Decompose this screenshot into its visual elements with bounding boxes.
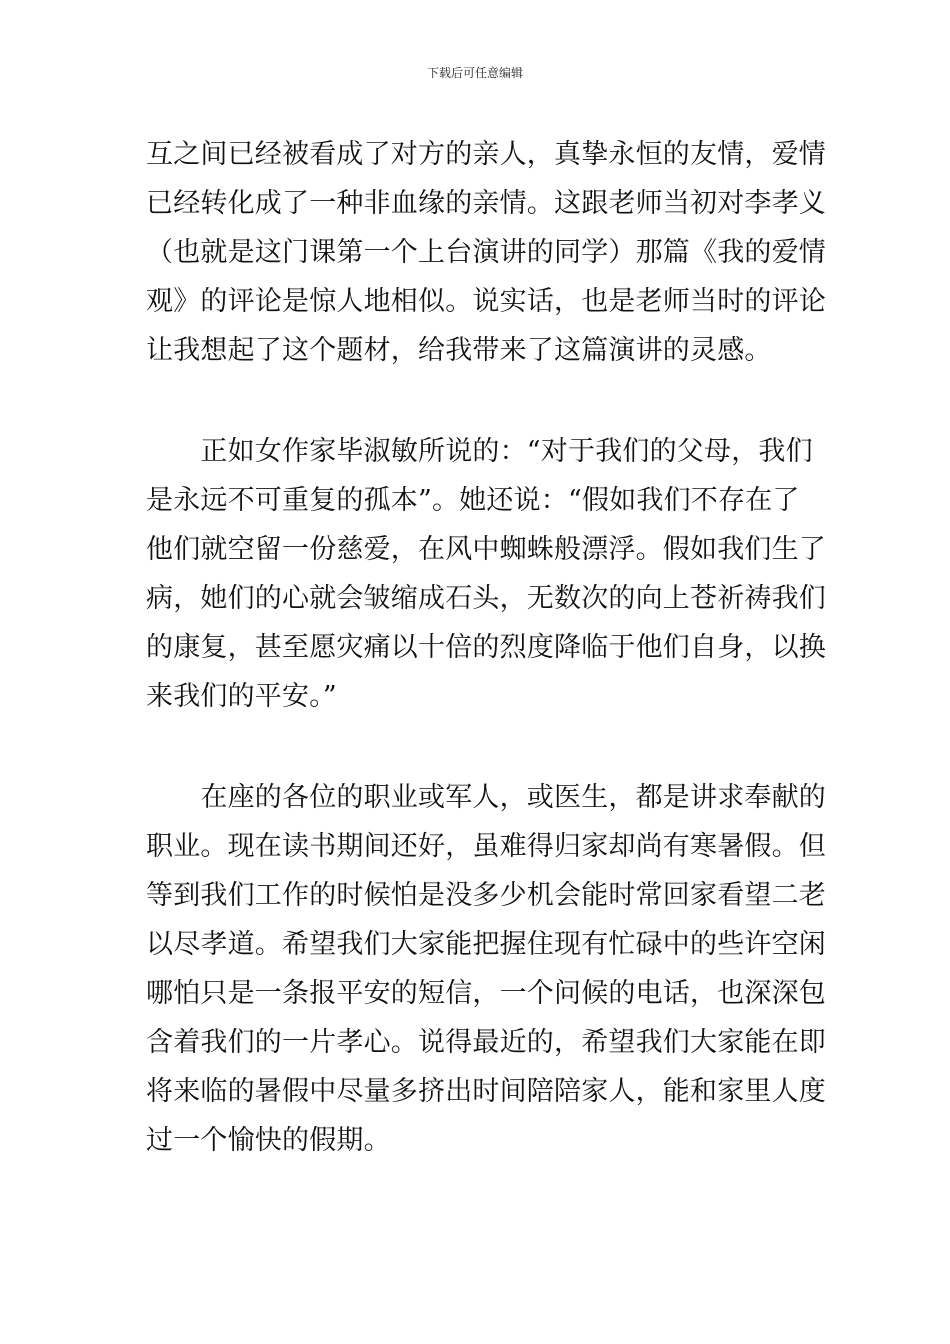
document-body (146, 130, 826, 1165)
text-line: 是永远不可重复的孤本”。她还说：“假如我们不存在了 (146, 485, 800, 516)
text-line: （也就是这门课第一个上台演讲的同学）那篇《我的爱情 (146, 237, 826, 268)
page-header: 下载后可任意编辑 (426, 66, 523, 80)
paragraph-2 (146, 427, 826, 721)
text-line: 的康复，甚至愿灾痛以十倍的烈度降临于他们自身，以换 (146, 632, 826, 663)
text-line: 在座的各位的职业或军人，或医生，都是讲求奉献的 (146, 782, 826, 813)
paragraph-1 (146, 130, 826, 375)
text-line: 正如女作家毕淑敏所说的：“对于我们的父母，我们 (146, 436, 813, 467)
text-line: 含着我们的一片孝心。说得最近的，希望我们大家能在即 (146, 1027, 826, 1058)
text-line: 等到我们工作的时候怕是没多少机会能时常回家看望二老 (146, 880, 826, 911)
text-line: 职业。现在读书期间还好，虽难得归家却尚有寒暑假。但 (146, 831, 826, 862)
text-line: 病，她们的心就会皱缩成石头，无数次的向上苍祈祷我们 (146, 583, 826, 614)
text-line: 哪怕只是一条报平安的短信，一个问候的电话，也深深包 (146, 978, 826, 1009)
text-line: 来我们的平安。” (146, 681, 337, 712)
text-line: 他们就空留一份慈爱，在风中蜘蛛般漂浮。假如我们生了 (146, 534, 826, 565)
text-line: 将来临的暑假中尽量多挤出时间陪陪家人，能和家里人度 (146, 1076, 826, 1107)
text-line: 过一个愉快的假期。 (146, 1125, 391, 1156)
text-line: 让我想起了这个题材，给我带来了这篇演讲的灵感。 (146, 335, 772, 366)
paragraph-3 (146, 773, 826, 1165)
text-line: 观》的评论是惊人地相似。说实话，也是老师当时的评论 (146, 286, 826, 317)
text-line: 互之间已经被看成了对方的亲人，真挚永恒的友情，爱情 (146, 139, 826, 170)
text-line: 以尽孝道。希望我们大家能把握住现有忙碌中的些许空闲 (146, 929, 826, 960)
text-line: 已经转化成了一种非血缘的亲情。这跟老师当初对李孝义 (146, 188, 826, 219)
